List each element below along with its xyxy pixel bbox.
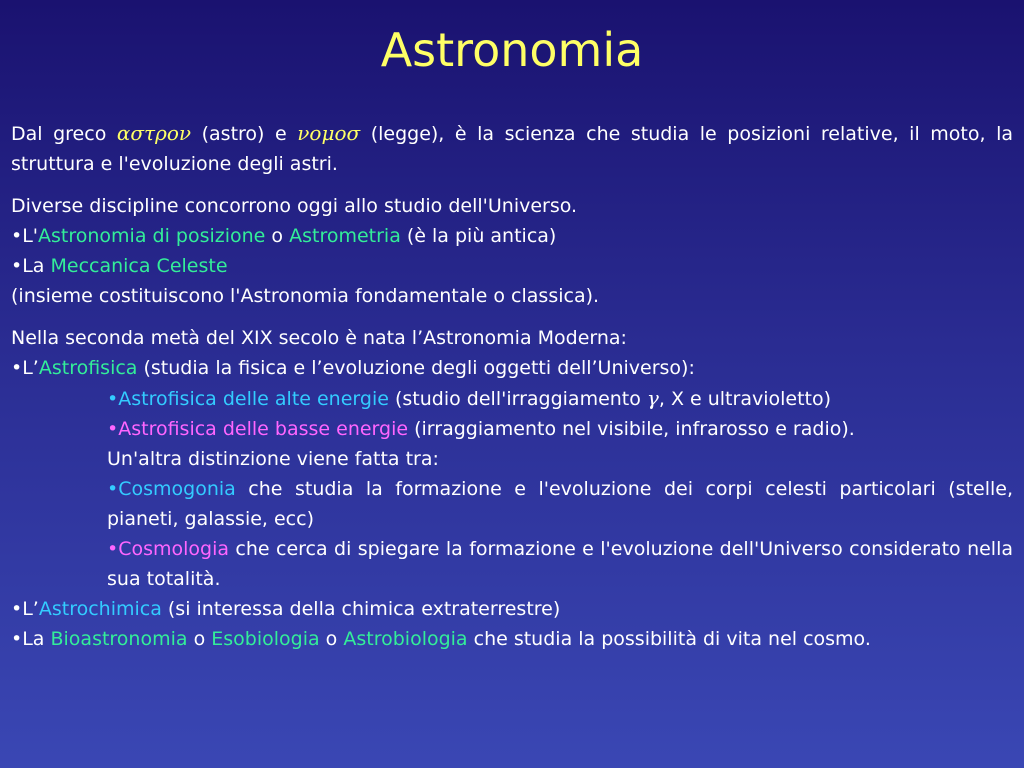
- slide-title: Astronomia: [380, 23, 644, 77]
- connector-text: o: [319, 628, 344, 650]
- term-basse-energie: Astrofisica delle basse energie: [118, 418, 409, 440]
- bullet-suffix: che studia la possibilità di vita nel cosmo.: [467, 628, 871, 650]
- definition-astro: (astro) e: [191, 123, 298, 145]
- disciplines-lead: Diverse discipline concorrono oggi allo studio dell'Universo.: [11, 195, 578, 217]
- term-bioastronomia: Bioastronomia: [50, 628, 188, 650]
- sub-bullet-prefix: •: [107, 388, 119, 410]
- sub-bullet-prefix: •: [107, 478, 119, 500]
- bullet-astronomia-di-posizione: [11, 221, 1013, 251]
- term-astronomia-di-posizione: Astronomia di posizione: [38, 225, 266, 247]
- sub-bullet-suffix: (studio dell'irraggiamento: [388, 388, 647, 410]
- term-cosmogonia: Cosmogonia: [118, 478, 236, 500]
- modern-astronomy-paragraph: [11, 323, 1013, 654]
- bullet-prefix: •L’: [11, 598, 39, 620]
- greek-word-nomos: νομοσ: [297, 121, 361, 145]
- sub-bullet-cosmogonia: [11, 474, 1013, 534]
- slide-body: [11, 118, 1013, 662]
- sub-bullet-prefix: •: [107, 418, 119, 440]
- term-esobiologia: Esobiologia: [211, 628, 320, 650]
- bullet-prefix: •L’: [11, 357, 39, 379]
- bullet-suffix: (è la più antica): [400, 225, 557, 247]
- connector-text: o: [187, 628, 212, 650]
- sub-bullet-suffix: (irraggiamento nel visibile, infrarosso e radio).: [408, 418, 855, 440]
- greek-word-astron: αστρον: [116, 121, 192, 145]
- term-astrofisica: Astrofisica: [38, 357, 138, 379]
- bullet-astrochimica: [11, 594, 1013, 624]
- disciplines-closing: (insieme costituiscono l'Astronomia fondamentale o classica).: [11, 285, 600, 307]
- bullet-astrofisica: [11, 353, 1013, 383]
- sub-bullet-alte-energie: [11, 383, 1013, 414]
- bullet-prefix: •L': [11, 225, 39, 247]
- bullet-prefix: •La: [11, 255, 51, 277]
- sub-bullet-prefix: •: [107, 538, 119, 560]
- sub-bullet-suffix: che cerca di spiegare la formazione e l'evoluzione dell'Universo considerato nella sua totalità.: [107, 538, 1013, 590]
- sub-bullet-cosmologia: [11, 534, 1013, 594]
- bullet-prefix: •La: [11, 628, 51, 650]
- term-astrochimica: Astrochimica: [38, 598, 162, 620]
- sub-bullet-basse-energie: [11, 414, 1013, 444]
- definition-rest: (legge), è la scienza che studia le posizioni relative, il moto, la struttura e l'evoluzione degli astri.: [11, 123, 1013, 175]
- bullet-bioastronomia: [11, 624, 1013, 654]
- connector-text: o: [265, 225, 290, 247]
- term-alte-energie: Astrofisica delle alte energie: [118, 388, 389, 410]
- sub-bullet-end: , X e ultravioletto): [658, 388, 832, 410]
- definition-paragraph: [11, 118, 1013, 179]
- bullet-meccanica-celeste: [11, 251, 1013, 281]
- term-cosmologia: Cosmologia: [118, 538, 230, 560]
- term-astrobiologia: Astrobiologia: [343, 628, 468, 650]
- sub-bullet-suffix: che studia la formazione e l'evoluzione dei corpi celesti particolari (stelle, pianeti, galassie, ecc): [107, 478, 1013, 530]
- distinction-line: Un'altra distinzione viene fatta tra:: [107, 448, 439, 470]
- greek-gamma: γ: [646, 386, 659, 410]
- bullet-suffix: (studia la fisica e l’evoluzione degli oggetti dell’Universo):: [137, 357, 695, 379]
- bullet-suffix: (si interessa della chimica extraterrestre): [161, 598, 561, 620]
- modern-lead: Nella seconda metà del XIX secolo è nata l’Astronomia Moderna:: [11, 327, 627, 349]
- term-astrometria: Astrometria: [289, 225, 401, 247]
- term-meccanica-celeste: Meccanica Celeste: [50, 255, 228, 277]
- definition-intro: Dal greco: [11, 123, 117, 145]
- disciplines-paragraph: [11, 191, 1013, 311]
